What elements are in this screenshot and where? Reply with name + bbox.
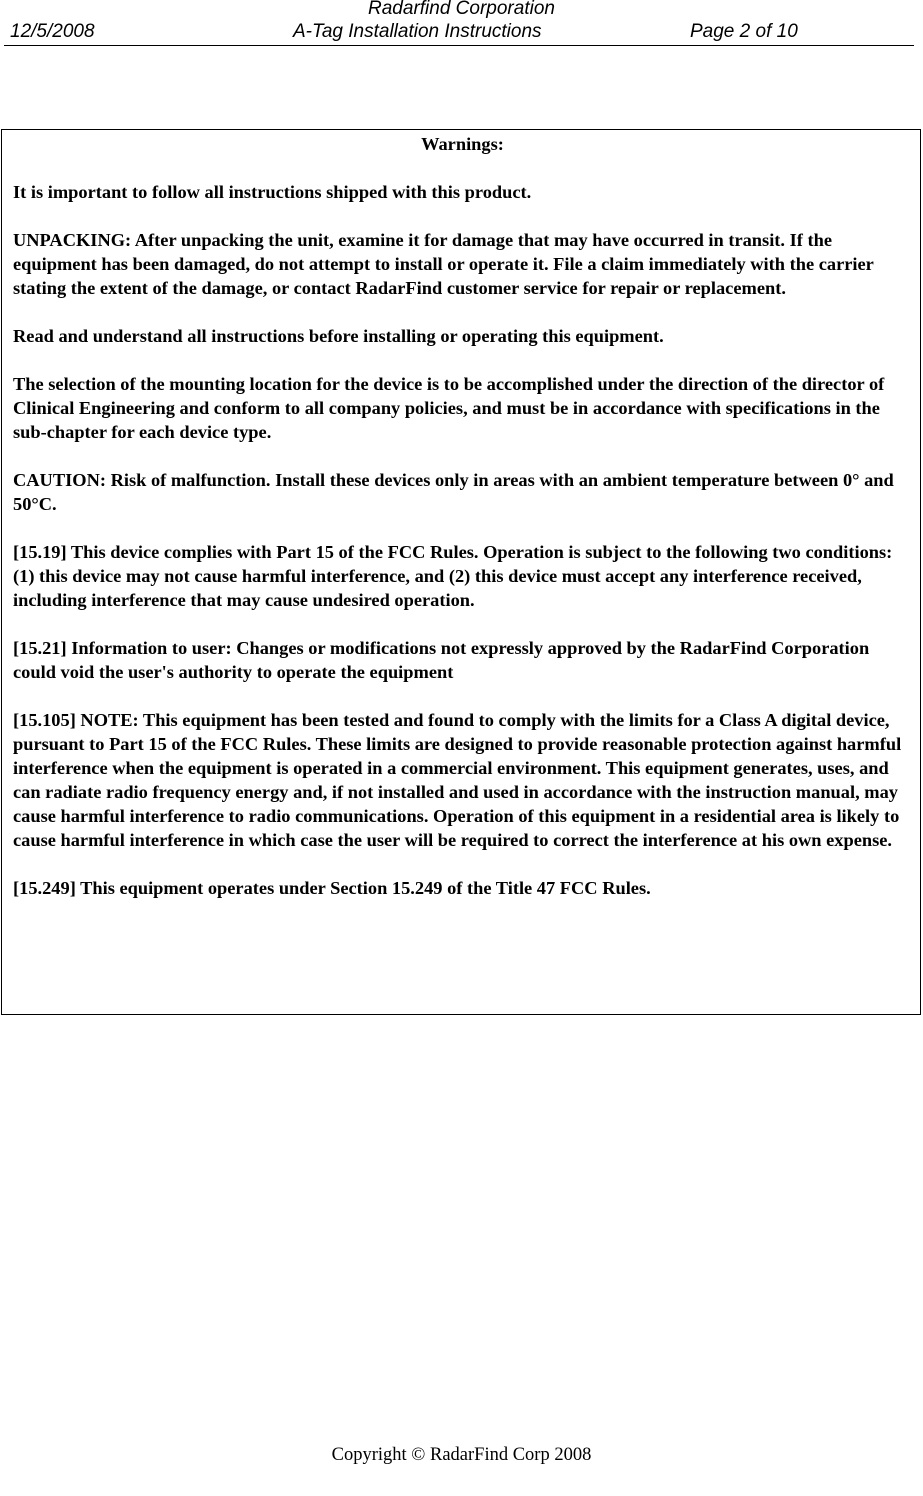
warnings-title: Warnings: [421,134,504,154]
header-document-title: A-Tag Installation Instructions [293,21,542,42]
warning-read-instructions: Read and understand all instructions before installing or operating this equipment. [13,326,664,346]
header-company: Radarfind Corporation [368,0,555,19]
warning-fcc-15-105: [15.105] NOTE: This equipment has been tested and found to comply with the limits for a Class A digital device, pursuant to Part 15 of the FCC Rules. These limits are designed to provide reasonable protection against harmful interference when the equipment is operated in a commercial environment. This equipment generates, uses, and can radiate radio frequency energy and, if not installed and used in accordance with the instruction manual, may cause harmful interference to radio communications. Operation of this equipment in a residential area is likely to cause harmful interference in which case the user will be required to correct the interference at his own expense. [13,710,902,850]
warning-mounting-location: The selection of the mounting location for the device is to be accomplished under the direction of the director of Clinical Engineering and conform to all company policies, and must be in accordance with specifications in the sub-chapter for each device type. [13,374,885,442]
warning-general-instructions: It is important to follow all instructions shipped with this product. [13,182,532,202]
warning-fcc-15-21: [15.21] Information to user: Changes or modifications not expressly approved by the RadarFind Corporation could void the user's authority to operate the equipment [13,638,870,682]
header-divider [4,45,914,46]
warnings-box [1,129,921,1015]
warning-fcc-15-249: [15.249] This equipment operates under Section 15.249 of the Title 47 FCC Rules. [13,878,651,898]
page-header [0,20,923,44]
header-page-number: Page 2 of 10 [690,21,798,42]
warning-caution-temperature: CAUTION: Risk of malfunction. Install these devices only in areas with an ambient temperature between 0° and 50°C. [13,470,894,514]
warning-unpacking: UNPACKING: After unpacking the unit, examine it for damage that may have occurred in transit. If the equipment has been damaged, do not attempt to install or operate it. File a claim immediately with the carrier stating the extent of the damage, or contact RadarFind customer service for repair or replacement. [13,230,874,298]
footer-copyright: Copyright © RadarFind Corp 2008 [331,1445,592,1465]
header-date: 12/5/2008 [10,21,95,42]
warning-fcc-15-19: [15.19] This device complies with Part 15 of the FCC Rules. Operation is subject to the following two conditions: (1) this device may not cause harmful interference, and (2) this device must accept any interference received, including interference that may cause undesired operation. [13,542,893,610]
